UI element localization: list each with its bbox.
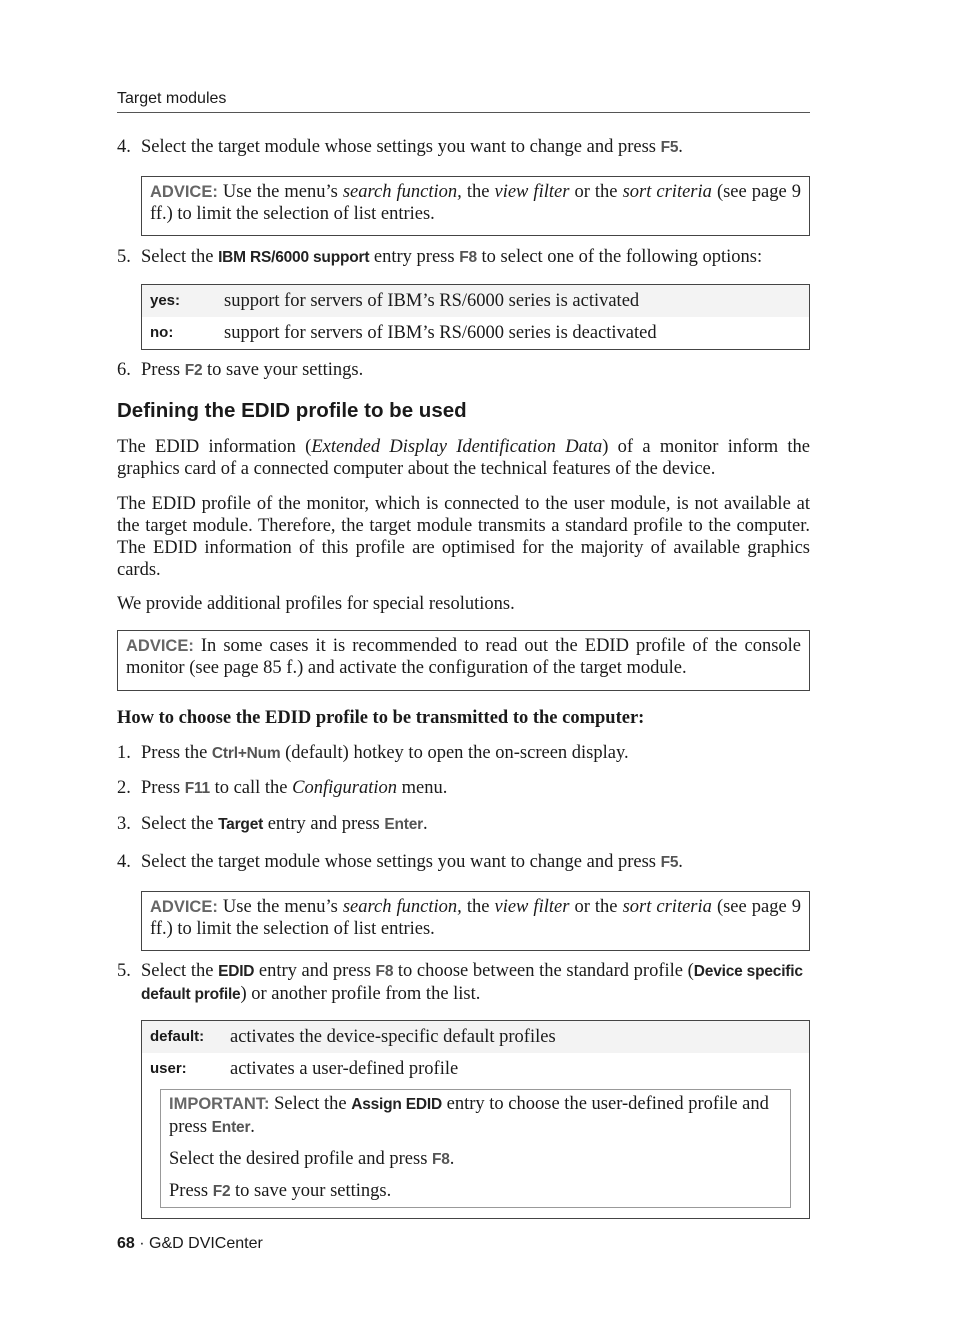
option-row [142,1053,809,1085]
entry-ibm-rs6000: IBM RS/6000 support [218,249,370,266]
step-number: 2. [117,778,131,798]
entry-device-default-profile: Device specific default profile [141,963,803,1003]
key-ctrl-num: Ctrl+Num [211,745,281,762]
option-text: support for servers of IBM’s RS/6000 series is activated [216,285,809,317]
option-text: activates the device-specific default profiles [222,1021,809,1053]
entry-target: Target [218,816,264,833]
option-label: yes: [142,285,216,317]
key-f5: F5 [660,854,679,871]
advice-label: ADVICE: [150,898,218,916]
key-enter: Enter [211,1119,251,1136]
advice-box-1: ADVICE: Use the menu’s search function, the view filter or the sort criteria (see page 9 ff.) to limit the selection of list entries. [141,176,810,236]
step-text: Select the target module whose settings you want to change and press F5. [141,137,683,157]
option-label: default: [142,1021,222,1053]
step-number: 4. [117,137,131,157]
key-f8: F8 [375,963,394,980]
key-enter: Enter [384,816,423,833]
step-text: Select the Target entry and press Enter. [141,814,428,834]
option-row [142,285,809,317]
step-text: Press F2 to save your settings. [141,360,364,380]
key-f2: F2 [212,1183,231,1200]
advice-box-3: ADVICE: Use the menu’s search function, the view filter or the sort criteria (see page 9 ff.) to limit the selection of list entries. [141,891,810,951]
advice-label: ADVICE: [150,183,218,201]
advice-box-2: ADVICE: In some cases it is recommended to read out the EDID profile of the console monitor (see page 85 f.) and activate the configuration of the target module. [117,630,810,691]
option-row [142,317,809,349]
key-f8: F8 [459,249,477,266]
step-text: Press the Ctrl+Num (default) hotkey to open the on-screen display. [141,743,629,763]
option-label: no: [150,324,174,341]
step-number: 5. [117,961,131,981]
footer-title: G&D DVICenter [149,1235,263,1252]
step-text: Select the IBM RS/6000 support entry press F8 to select one of the following options: [141,247,763,267]
important-box: IMPORTANT: Select the Assign EDID entry to choose the user-defined profile and press Enter. Select the desired profile and press F8. Press F2 to save your settings. [160,1089,791,1208]
option-text: support for servers of IBM’s RS/6000 series is deactivated [224,323,657,343]
key-f11: F11 [184,780,210,797]
entry-edid: EDID [218,963,255,980]
options-table-edid [141,1020,810,1219]
paragraph-edid-info: The EDID information (Extended Display Identification Data) of a monitor inform the graphics card of a connected computer about the technical features of the device. [117,437,810,479]
advice-label: ADVICE: [126,637,194,655]
options-table-ibm [141,284,810,350]
step-number: 5. [117,247,131,267]
step-number: 1. [117,743,131,763]
key-f2: F2 [184,362,203,379]
step-number: 4. [117,852,131,872]
paragraph-additional-profiles: We provide additional profiles for special resolutions. [117,594,515,614]
step-text: Press F11 to call the Configuration menu. [141,778,448,798]
page-number: 68 [117,1235,135,1252]
running-header: Target modules [117,88,810,113]
option-row [142,1021,809,1053]
step-text: Select the EDID entry and press F8 to choose between the standard profile (Device specific default profile) or another profile from the list. [141,961,803,1004]
step-number: 3. [117,814,131,834]
entry-assign-edid: Assign EDID [351,1096,443,1113]
key-f8: F8 [432,1151,450,1168]
howto-heading: How to choose the EDID profile to be transmitted to the computer: [117,708,645,728]
section-heading: Defining the EDID profile to be used [117,399,467,422]
option-text: activates a user-defined profile [230,1059,459,1079]
step-number: 6. [117,360,131,380]
important-label: IMPORTANT: [169,1095,270,1113]
page-footer: 68 · G&D DVICenter [117,1235,263,1252]
option-label: user: [150,1060,187,1077]
paragraph-edid-profile: The EDID profile of the monitor, which is connected to the user module, is not available at the target module. Therefore, the target module transmits a standard profile to the computer. The EDID information of this profile are optimised for the majority of available graphics cards. [117,494,810,580]
step-text: Select the target module whose settings you want to change and press F5. [141,852,683,872]
key-f5: F5 [660,139,679,156]
